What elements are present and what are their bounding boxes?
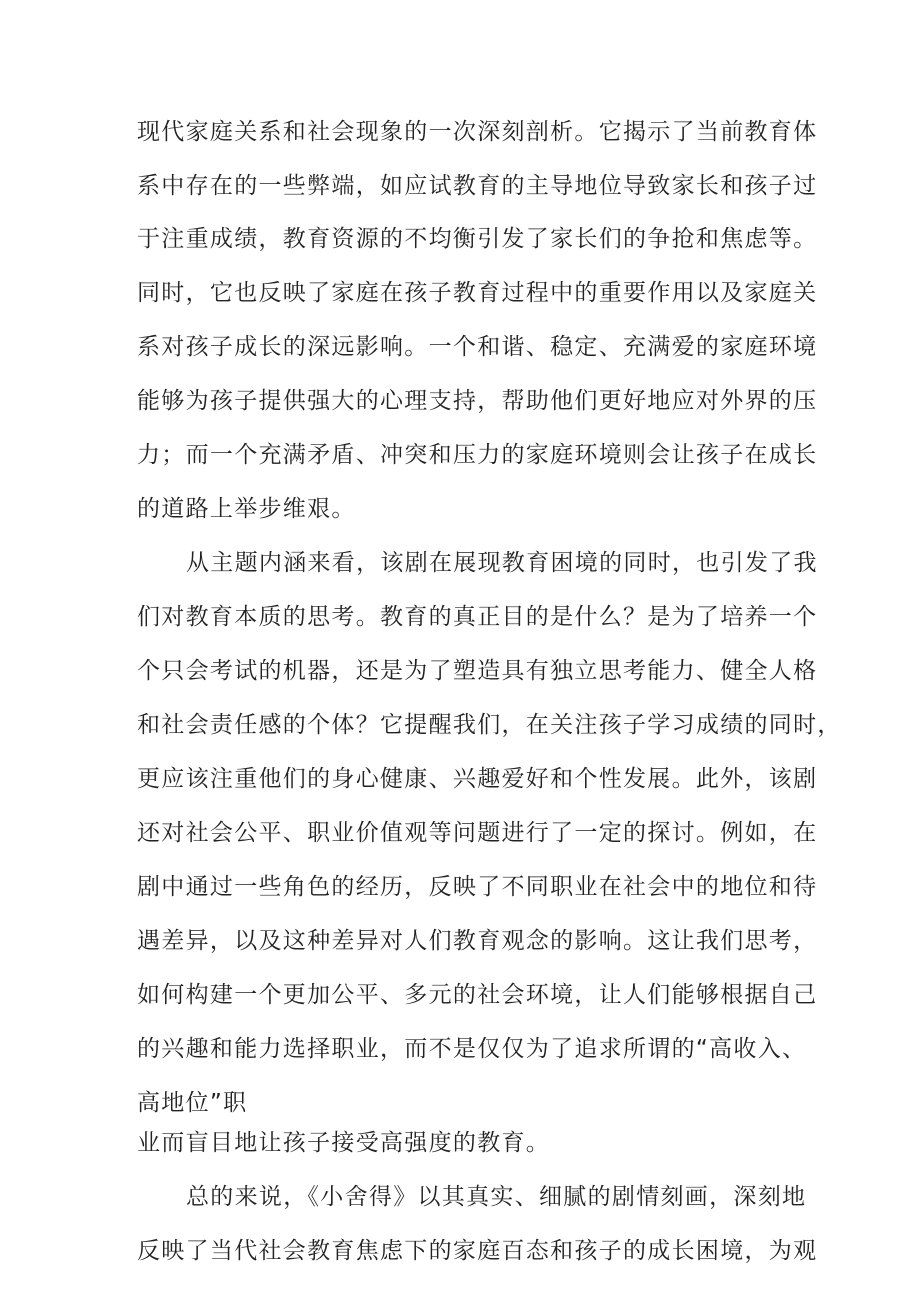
text-line: 于注重成绩，教育资源的不均衡引发了家长们的争抢和焦虑等。 xyxy=(137,226,818,252)
text-line: 和社会责任感的个体？它提醒我们，在关注孩子学习成绩的同时， xyxy=(137,712,842,738)
text-line: 系对孩子成长的深远影响。一个和谐、稳定、充满爱的家庭环境 xyxy=(137,334,818,360)
text-line: 剧中通过一些角色的经历，反映了不同职业在社会中的地位和待 xyxy=(137,874,818,900)
text-line: 同时，它也反映了家庭在孩子教育过程中的重要作用以及家庭关 xyxy=(137,280,818,306)
text-line: 个只会考试的机器，还是为了塑造具有独立思考能力、健全人格 xyxy=(137,658,818,684)
text-line: 系中存在的一些弊端，如应试教育的主导地位导致家长和孩子过 xyxy=(137,173,818,199)
text-line: 能够为孩子提供强大的心理支持，帮助他们更好地应对外界的压 xyxy=(137,388,818,414)
paragraph-first-line: 总的来说，《小舍得》以其真实、细腻的剧情刻画，深刻地 xyxy=(186,1184,807,1210)
text-line: 现代家庭关系和社会现象的一次深刻剖析。它揭示了当前教育体 xyxy=(137,119,818,145)
text-line: 们对教育本质的思考。教育的真正目的是什么？是为了培养一个 xyxy=(137,604,818,630)
text-line: 的道路上举步维艰。 xyxy=(137,496,356,522)
paragraph-first-line: 从主题内涵来看，该剧在展现教育困境的同时，也引发了我 xyxy=(186,550,818,576)
text-line: 还对社会公平、职业价值观等问题进行了一定的探讨。例如，在 xyxy=(137,820,818,846)
text-line: 高地位”职 xyxy=(137,1090,248,1116)
text-line: 的兴趣和能力选择职业，而不是仅仅为了追求所谓的“高收入、 xyxy=(137,1036,807,1062)
text-line: 反映了当代社会教育焦虑下的家庭百态和孩子的成长困境，为观 xyxy=(137,1238,818,1264)
text-line: 如何构建一个更加公平、多元的社会环境，让人们能够根据自己 xyxy=(137,982,818,1008)
text-line: 更应该注重他们的身心健康、兴趣爱好和个性发展。此外，该剧 xyxy=(137,766,818,792)
text-line: 遇差异，以及这种差异对人们教育观念的影响。这让我们思考， xyxy=(137,928,818,954)
text-line: 力；而一个充满矛盾、冲突和压力的家庭环境则会让孩子在成长 xyxy=(137,442,818,468)
text-line: 业而盲目地让孩子接受高强度的教育。 xyxy=(137,1130,551,1156)
